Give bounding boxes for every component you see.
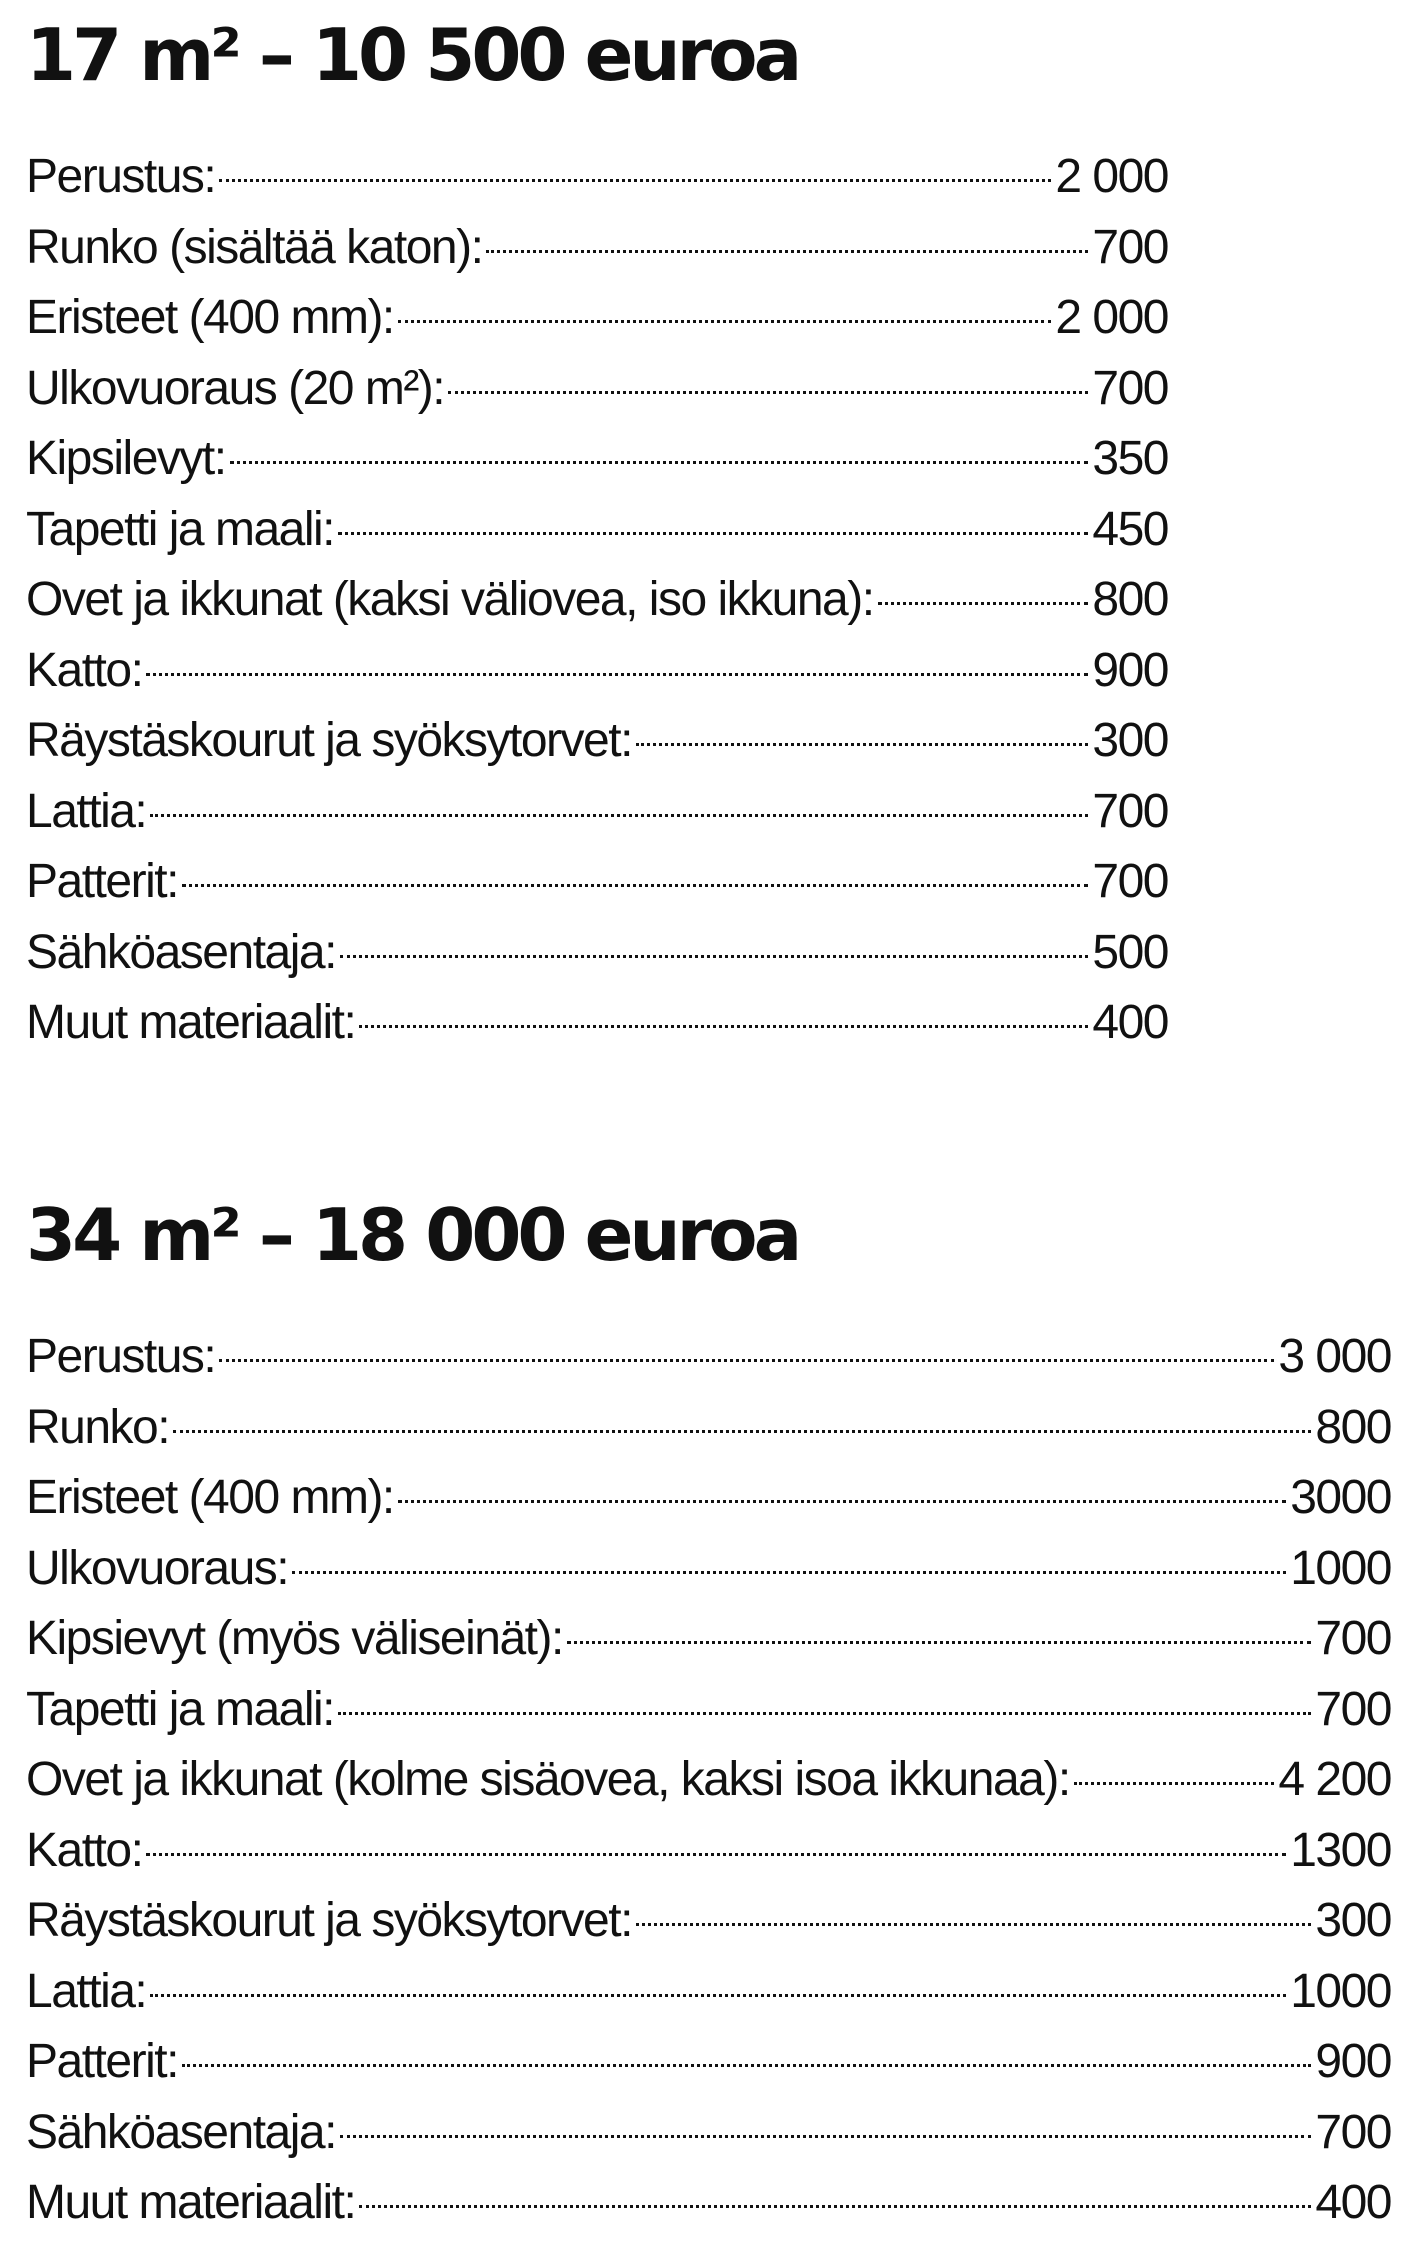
cost-row bbox=[26, 706, 1168, 777]
cost-row bbox=[26, 1322, 1391, 1393]
cost-value: 800 bbox=[1315, 1400, 1391, 1454]
dot-leader bbox=[173, 1430, 1311, 1433]
dot-leader bbox=[398, 1500, 1286, 1503]
dot-leader bbox=[340, 2135, 1311, 2138]
dot-leader bbox=[338, 532, 1088, 535]
cost-label: Ovet ja ikkunat (kolme sisäovea, kaksi isoa ikkunaa): bbox=[26, 1753, 1070, 1806]
cost-label: Kipsievyt (myös väliseinät): bbox=[26, 1612, 563, 1665]
cost-row bbox=[26, 142, 1168, 213]
dot-leader bbox=[359, 2205, 1311, 2208]
cost-label: Tapetti ja maali: bbox=[26, 1682, 334, 1736]
cost-value: 900 bbox=[1092, 643, 1168, 697]
cost-row bbox=[26, 1957, 1391, 2028]
cost-row bbox=[26, 918, 1168, 989]
cost-label: Ulkovuoraus: bbox=[26, 1541, 289, 1595]
cost-label: Ovet ja ikkunat (kaksi väliovea, iso ikkuna): bbox=[26, 573, 874, 626]
cost-row bbox=[26, 1745, 1391, 1816]
dot-leader bbox=[219, 179, 1051, 182]
cost-list bbox=[26, 1322, 1391, 2239]
dot-leader bbox=[567, 1641, 1312, 1644]
cost-label: Patterit: bbox=[26, 2035, 178, 2088]
cost-row bbox=[26, 847, 1168, 918]
cost-value: 400 bbox=[1092, 996, 1168, 1049]
dot-leader bbox=[292, 1571, 1286, 1574]
cost-value: 1000 bbox=[1290, 1964, 1391, 2018]
cost-row bbox=[26, 1393, 1391, 1464]
dot-leader bbox=[146, 673, 1088, 676]
section-heading: 34 m² – 18 000 euroa bbox=[26, 1193, 799, 1277]
cost-value: 450 bbox=[1092, 502, 1168, 556]
cost-value: 300 bbox=[1092, 714, 1168, 767]
cost-label: Lattia: bbox=[26, 1964, 147, 2018]
cost-label: Eristeet (400 mm): bbox=[26, 1471, 394, 1524]
section-heading: 17 m² – 10 500 euroa bbox=[26, 13, 799, 97]
cost-row bbox=[26, 354, 1168, 425]
cost-label: Perustus: bbox=[26, 1330, 216, 1383]
dot-leader bbox=[1074, 1782, 1275, 1785]
cost-value: 1000 bbox=[1290, 1541, 1391, 1595]
cost-row bbox=[26, 424, 1168, 495]
cost-row bbox=[26, 1534, 1391, 1605]
dot-leader bbox=[359, 1025, 1088, 1028]
cost-label: Patterit: bbox=[26, 855, 178, 908]
cost-list bbox=[26, 142, 1168, 1059]
cost-row bbox=[26, 1886, 1391, 1957]
cost-row bbox=[26, 565, 1168, 636]
cost-value: 400 bbox=[1315, 2176, 1391, 2229]
cost-row bbox=[26, 1463, 1391, 1534]
cost-label: Lattia: bbox=[26, 784, 147, 838]
cost-row bbox=[26, 1675, 1391, 1746]
cost-value: 800 bbox=[1092, 573, 1168, 626]
cost-row bbox=[26, 283, 1168, 354]
cost-label: Perustus: bbox=[26, 150, 216, 203]
dot-leader bbox=[338, 1712, 1311, 1715]
cost-row bbox=[26, 777, 1168, 848]
cost-value: 1300 bbox=[1290, 1823, 1391, 1877]
cost-value: 900 bbox=[1315, 2035, 1391, 2088]
cost-row bbox=[26, 2098, 1391, 2169]
cost-row bbox=[26, 1604, 1391, 1675]
cost-value: 700 bbox=[1092, 855, 1168, 908]
dot-leader bbox=[182, 884, 1089, 887]
cost-row bbox=[26, 988, 1168, 1059]
cost-value: 3 000 bbox=[1278, 1330, 1391, 1383]
cost-value: 700 bbox=[1315, 2105, 1391, 2159]
cost-value: 700 bbox=[1092, 784, 1168, 838]
cost-value: 350 bbox=[1092, 432, 1168, 485]
cost-label: Tapetti ja maali: bbox=[26, 502, 334, 556]
cost-label: Katto: bbox=[26, 1823, 143, 1877]
cost-value: 300 bbox=[1315, 1894, 1391, 1947]
cost-label: Eristeet (400 mm): bbox=[26, 291, 394, 344]
dot-leader bbox=[182, 2064, 1312, 2067]
cost-value: 700 bbox=[1315, 1682, 1391, 1736]
dot-leader bbox=[146, 1853, 1286, 1856]
cost-label: Ulkovuoraus (20 m²): bbox=[26, 361, 445, 415]
dot-leader bbox=[219, 1359, 1274, 1362]
cost-value: 2 000 bbox=[1055, 291, 1168, 344]
cost-row bbox=[26, 1816, 1391, 1887]
dot-leader bbox=[340, 955, 1088, 958]
cost-label: Sähköasentaja: bbox=[26, 2105, 336, 2159]
dot-leader bbox=[636, 743, 1089, 746]
cost-label: Katto: bbox=[26, 643, 143, 697]
cost-value: 4 200 bbox=[1278, 1753, 1391, 1806]
cost-label: Kipsilevyt: bbox=[26, 432, 226, 485]
dot-leader bbox=[878, 602, 1089, 605]
cost-label: Sähköasentaja: bbox=[26, 925, 336, 979]
cost-row bbox=[26, 495, 1168, 566]
cost-label: Muut materiaalit: bbox=[26, 996, 356, 1049]
dot-leader bbox=[150, 1994, 1286, 1997]
dot-leader bbox=[230, 461, 1089, 464]
dot-leader bbox=[636, 1923, 1312, 1926]
cost-value: 3000 bbox=[1290, 1471, 1391, 1524]
dot-leader bbox=[398, 320, 1052, 323]
dot-leader bbox=[486, 250, 1088, 253]
cost-section-17m2 bbox=[26, 0, 1168, 1059]
cost-row bbox=[26, 2168, 1391, 2239]
dot-leader bbox=[150, 814, 1088, 817]
cost-value: 500 bbox=[1092, 925, 1168, 979]
cost-row bbox=[26, 213, 1168, 284]
cost-label: Runko: bbox=[26, 1400, 170, 1454]
cost-value: 700 bbox=[1092, 361, 1168, 415]
dot-leader bbox=[448, 391, 1088, 394]
cost-row bbox=[26, 2027, 1391, 2098]
cost-value: 2 000 bbox=[1055, 150, 1168, 203]
cost-label: Räystäskourut ja syöksytorvet: bbox=[26, 714, 632, 767]
cost-value: 700 bbox=[1092, 220, 1168, 274]
cost-value: 700 bbox=[1315, 1612, 1391, 1665]
cost-label: Räystäskourut ja syöksytorvet: bbox=[26, 1894, 632, 1947]
cost-label: Muut materiaalit: bbox=[26, 2176, 356, 2229]
cost-section-34m2 bbox=[26, 1180, 1391, 2239]
cost-label: Runko (sisältää katon): bbox=[26, 220, 483, 274]
cost-row bbox=[26, 636, 1168, 707]
